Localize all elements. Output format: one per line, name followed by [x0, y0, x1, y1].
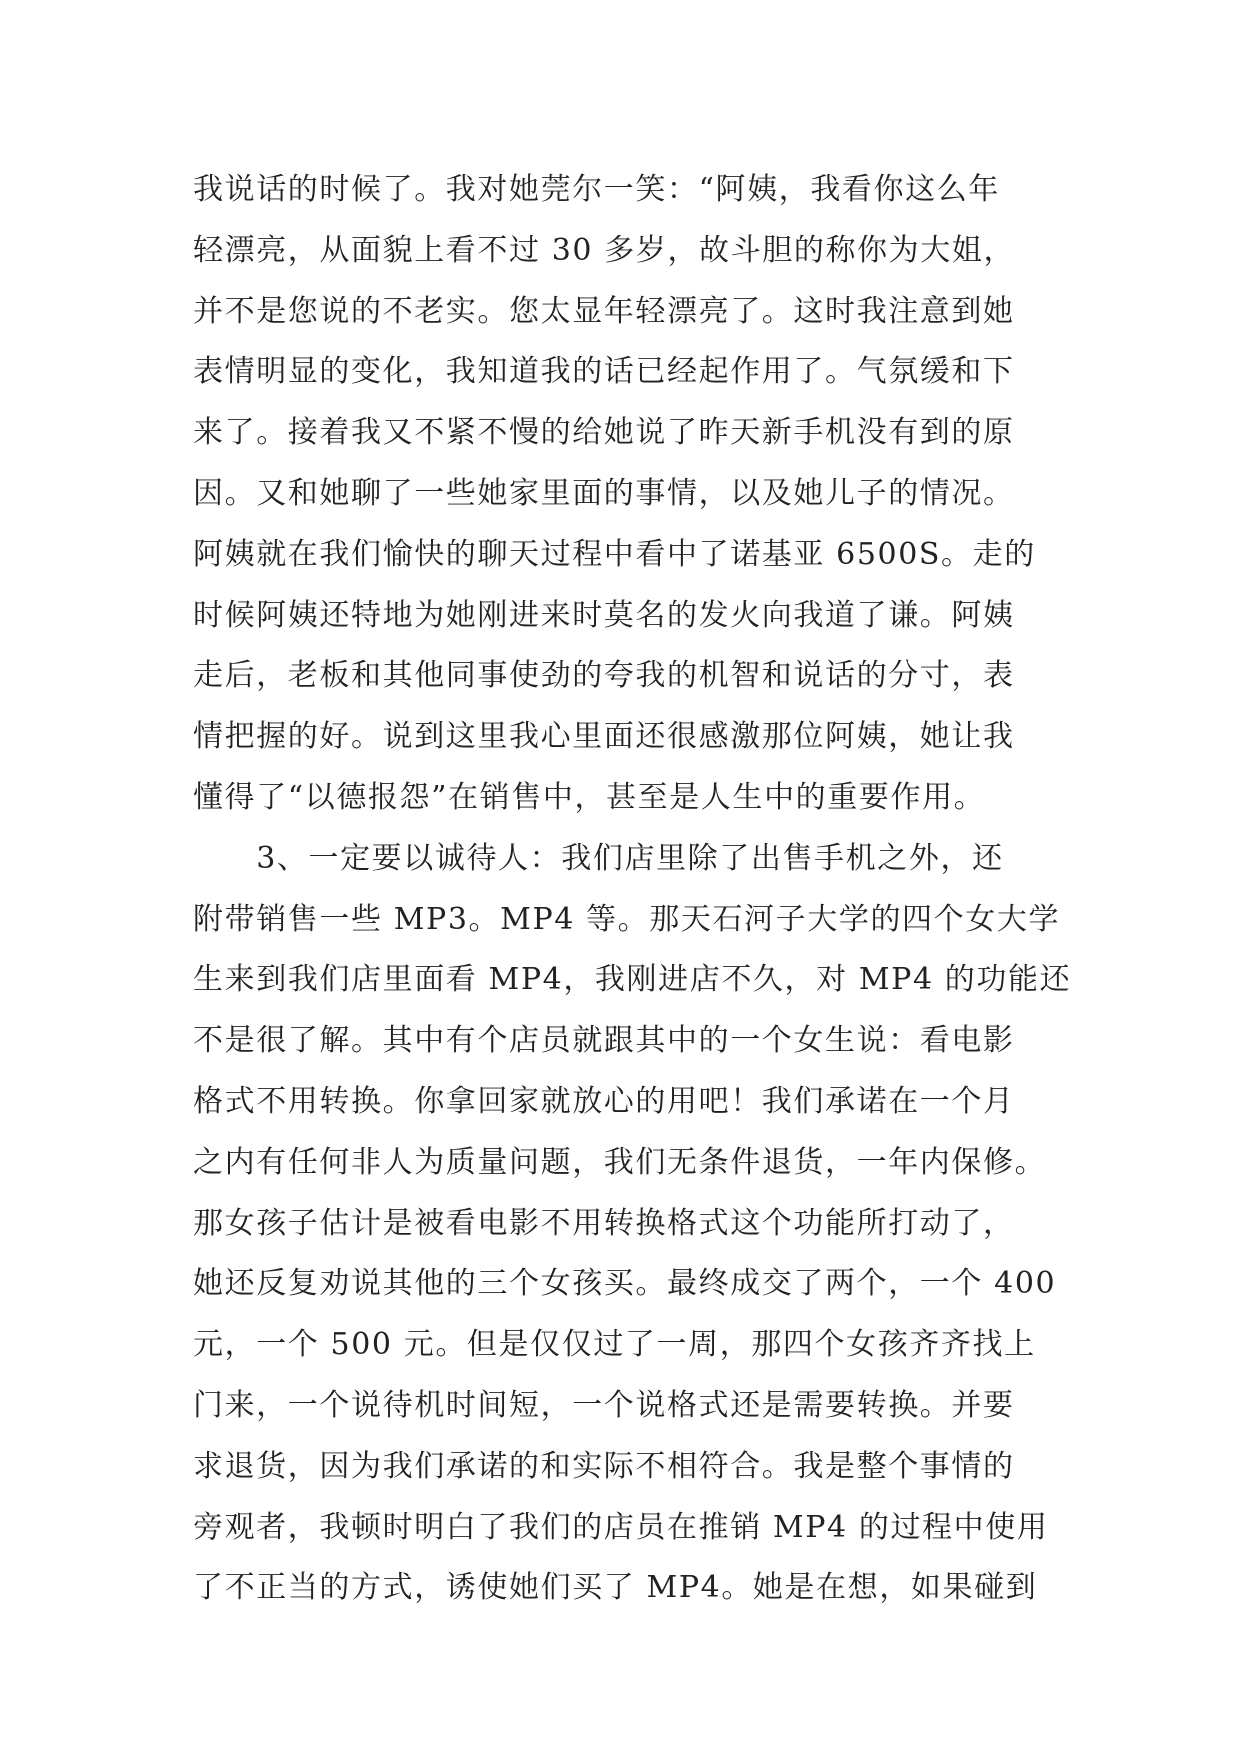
text-line: 走后，老板和其他同事使劲的夸我的机智和说话的分寸，表: [193, 658, 1015, 694]
text-line: 懂得了“以德报怨”在销售中，甚至是人生中的重要作用。: [193, 779, 986, 815]
text-line: 她还反复劝说其他的三个女孩买。最终成交了两个，一个 400: [193, 1266, 1057, 1302]
text-line: 情把握的好。说到这里我心里面还很感激那位阿姨，她让我: [193, 719, 1015, 755]
text-line: 来了。接着我又不紧不慢的给她说了昨天新手机没有到的原: [193, 415, 1015, 451]
text-line: 轻漂亮，从面貌上看不过 30 多岁，故斗胆的称你为大姐，: [193, 232, 1016, 268]
paragraph-start-line: 3、一定要以诚待人：我们店里除了出售手机之外，还: [193, 840, 1004, 876]
text-line: 求退货，因为我们承诺的和实际不相符合。我是整个事情的: [193, 1448, 1015, 1484]
text-line: 那女孩子估计是被看电影不用转换格式这个功能所打动了，: [193, 1205, 1015, 1241]
text-line: 格式不用转换。你拿回家就放心的用吧！我们承诺在一个月: [193, 1083, 1015, 1119]
body-text: [193, 160, 1073, 1619]
text-line: 附带销售一些 MP3。MP4 等。那天石河子大学的四个女大学: [193, 901, 1061, 937]
text-line: 并不是您说的不老实。您太显年轻漂亮了。这时我注意到她: [193, 293, 1015, 329]
text-line: 表情明显的变化，我知道我的话已经起作用了。气氛缓和下: [193, 354, 1015, 390]
text-line: 之内有任何非人为质量问题，我们无条件退货，一年内保修。: [193, 1144, 1047, 1180]
text-line: 了不正当的方式，诱使她们买了 MP4。她是在想，如果碰到: [193, 1570, 1038, 1606]
text-line: 门来，一个说待机时间短，一个说格式还是需要转换。并要: [193, 1387, 1015, 1423]
text-line: 因。又和她聊了一些她家里面的事情，以及她儿子的情况。: [193, 475, 1015, 511]
text-line: 元，一个 500 元。但是仅仅过了一周，那四个女孩齐齐找上: [193, 1327, 1036, 1363]
text-line: 时候阿姨还特地为她刚进来时莫名的发火向我道了谦。阿姨: [193, 597, 1015, 633]
text-line: 旁观者，我顿时明白了我们的店员在推销 MP4 的过程中使用: [193, 1509, 1049, 1545]
text-line: 阿姨就在我们愉快的聊天过程中看中了诺基亚 6500S。走的: [193, 536, 1036, 572]
text-line: 不是很了解。其中有个店员就跟其中的一个女生说：看电影: [193, 1023, 1015, 1059]
text-line: 生来到我们店里面看 MP4，我刚进店不久，对 MP4 的功能还: [193, 962, 1072, 998]
text-line: 我说话的时候了。我对她莞尔一笑：“阿姨，我看你这么年: [193, 172, 1000, 207]
